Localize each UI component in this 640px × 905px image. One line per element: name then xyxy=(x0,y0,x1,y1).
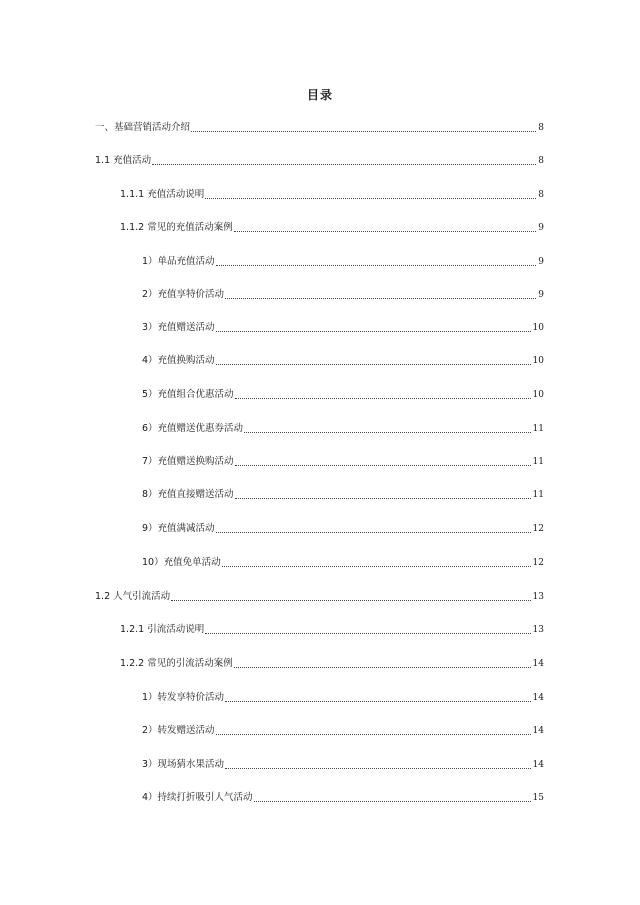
toc-entry-level-2[interactable] xyxy=(95,153,544,169)
toc-entry-level-4[interactable] xyxy=(142,555,544,571)
toc-page-number: 8 xyxy=(538,156,544,166)
toc-page-number: 8 xyxy=(538,190,544,200)
toc-page-number: 13 xyxy=(532,592,544,602)
toc-entry-level-4[interactable] xyxy=(142,421,544,437)
dot-leader xyxy=(234,667,531,668)
toc-entry-level-1[interactable] xyxy=(95,120,544,136)
dot-leader xyxy=(216,532,531,533)
toc-entry-label: 10）充值免单活动 xyxy=(142,557,221,568)
toc-entry-label: 8）充值直接赠送活动 xyxy=(142,489,234,500)
toc-entry-level-4[interactable] xyxy=(142,353,544,369)
toc-page-number: 9 xyxy=(538,223,544,233)
toc-entry-label: 1.1.2 常见的充值活动案例 xyxy=(120,222,233,233)
toc-entry-label: 9）充值满减活动 xyxy=(142,523,215,534)
dot-leader xyxy=(254,801,531,802)
toc-entry-level-4[interactable] xyxy=(142,454,544,470)
toc-entry-label: 1）转发享特价活动 xyxy=(142,692,225,703)
dot-leader xyxy=(191,131,536,132)
toc-entry-label: 1.1.1 充值活动说明 xyxy=(120,189,205,200)
dot-leader xyxy=(235,498,531,499)
toc-page-number: 9 xyxy=(538,290,544,300)
toc-entry-level-3[interactable] xyxy=(120,187,544,203)
toc-entry-level-4[interactable] xyxy=(142,690,544,706)
dot-leader xyxy=(216,734,531,735)
dot-leader xyxy=(205,633,530,634)
dot-leader xyxy=(216,265,537,266)
toc-page-number: 10 xyxy=(532,323,544,333)
toc-entry-level-4[interactable] xyxy=(142,487,544,503)
toc-page-number: 14 xyxy=(532,693,544,703)
toc-page-number: 12 xyxy=(532,558,544,568)
toc-entry-label: 1）单品充值活动 xyxy=(142,256,215,267)
toc-entry-label: 1.2 人气引流活动 xyxy=(95,591,171,602)
toc-entry-label: 4）持续打折吸引人气活动 xyxy=(142,792,253,803)
toc-entry-label: 3）现场猜水果活动 xyxy=(142,759,225,770)
toc-page-number: 10 xyxy=(532,356,544,366)
toc-page-number: 11 xyxy=(532,490,544,500)
toc-entry-level-4[interactable] xyxy=(142,287,544,303)
toc-entry-level-3[interactable] xyxy=(120,656,544,672)
toc-page-number: 14 xyxy=(532,726,544,736)
toc-page-number: 13 xyxy=(532,625,544,635)
toc-page-number: 11 xyxy=(532,424,544,434)
dot-leader xyxy=(171,600,530,601)
dot-leader xyxy=(222,566,531,567)
toc-page-number: 11 xyxy=(532,457,544,467)
toc-entry-label: 1.2.1 引流活动说明 xyxy=(120,624,205,635)
dot-leader xyxy=(235,398,531,399)
toc-page-number: 14 xyxy=(532,760,544,770)
dot-leader xyxy=(235,465,531,466)
dot-leader xyxy=(216,364,531,365)
toc-entry-level-2[interactable] xyxy=(95,589,544,605)
dot-leader xyxy=(205,198,536,199)
page-title: 目录 xyxy=(306,88,333,102)
toc-page-number: 15 xyxy=(532,793,544,803)
toc-page-number: 8 xyxy=(538,123,544,133)
toc-entry-level-4[interactable] xyxy=(142,757,544,773)
toc-entry-label: 2）转发赠送活动 xyxy=(142,725,215,736)
toc-entry-level-4[interactable] xyxy=(142,320,544,336)
toc-page-number: 9 xyxy=(538,257,544,267)
toc-entry-label: 6）充值赠送优惠券活动 xyxy=(142,423,244,434)
toc-entry-level-4[interactable] xyxy=(142,790,544,806)
toc-entry-label: 1.2.2 常见的引流活动案例 xyxy=(120,658,233,669)
toc-entry-level-4[interactable] xyxy=(142,387,544,403)
toc-entry-label: 5）充值组合优惠活动 xyxy=(142,389,234,400)
toc-entry-label: 7）充值赠送换购活动 xyxy=(142,456,234,467)
toc-entry-label: 一、基础营销活动介绍 xyxy=(95,122,191,133)
toc-entry-level-3[interactable] xyxy=(120,220,544,236)
toc-page-number: 10 xyxy=(532,390,544,400)
dot-leader xyxy=(225,768,531,769)
toc-entry-label: 2）充值享特价活动 xyxy=(142,289,225,300)
dot-leader xyxy=(152,164,536,165)
dot-leader xyxy=(244,432,531,433)
toc-entry-level-4[interactable] xyxy=(142,723,544,739)
toc-entry-label: 1.1 充值活动 xyxy=(95,155,152,166)
toc-page-number: 12 xyxy=(532,524,544,534)
toc-entry-label: 3）充值赠送活动 xyxy=(142,322,215,333)
toc-entry-level-3[interactable] xyxy=(120,622,544,638)
toc-entry-level-4[interactable] xyxy=(142,254,544,270)
dot-leader xyxy=(225,701,531,702)
toc-entry-level-4[interactable] xyxy=(142,521,544,537)
toc-page-number: 14 xyxy=(532,659,544,669)
toc-entry-label: 4）充值换购活动 xyxy=(142,355,215,366)
dot-leader xyxy=(225,298,536,299)
dot-leader xyxy=(234,231,537,232)
dot-leader xyxy=(216,331,531,332)
